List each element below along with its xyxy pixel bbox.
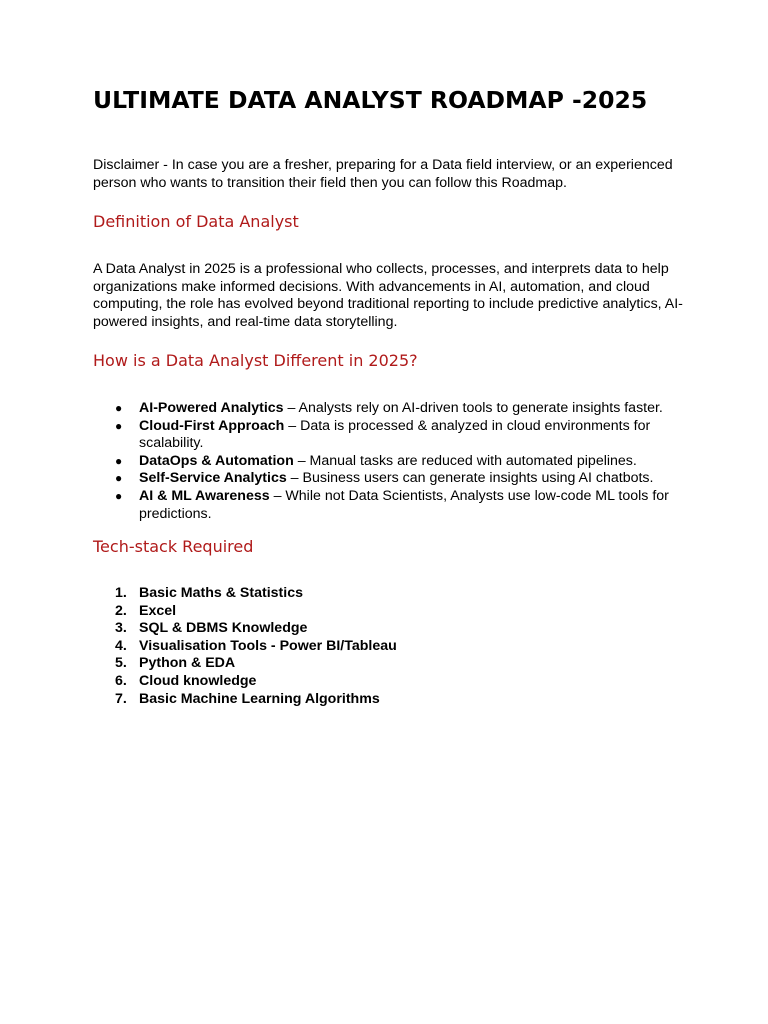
list-item-desc: – Data is processed & analyzed in cloud environments for scalability. bbox=[139, 417, 651, 452]
bullet-icon: ● bbox=[115, 418, 123, 433]
disclaimer-paragraph: Disclaimer - In case you are a fresher, preparing for a Data field interview, or an experienced person who wants to transition their field then you can follow this Roadmap. bbox=[93, 157, 673, 191]
list-item bbox=[93, 488, 683, 523]
list-item-text: Python & EDA bbox=[139, 655, 236, 672]
bullet-icon: ● bbox=[115, 488, 123, 503]
section-heading-definition: Definition of Data Analyst bbox=[93, 212, 299, 231]
list-item bbox=[93, 691, 683, 709]
list-item bbox=[93, 673, 683, 691]
list-item-text: Visualisation Tools - Power BI/Tableau bbox=[139, 637, 397, 654]
list-item-number: 6. bbox=[115, 672, 127, 689]
list-item bbox=[93, 620, 683, 638]
list-item-desc: – Manual tasks are reduced with automated pipelines. bbox=[293, 452, 637, 469]
section-heading-difference: How is a Data Analyst Different in 2025? bbox=[93, 351, 418, 370]
list-item-text: Basic Machine Learning Algorithms bbox=[139, 690, 380, 707]
difference-list bbox=[93, 400, 683, 523]
section-heading-tech-stack: Tech-stack Required bbox=[93, 537, 254, 556]
list-item-term: DataOps & Automation bbox=[139, 452, 294, 469]
list-item-desc: – Business users can generate insights using AI chatbots. bbox=[286, 470, 654, 487]
list-item-term: Self-Service Analytics bbox=[139, 470, 287, 487]
bullet-icon: ● bbox=[115, 401, 123, 415]
list-item-number: 4. bbox=[115, 637, 127, 654]
list-item-text: SQL & DBMS Knowledge bbox=[139, 620, 308, 637]
list-item-number: 5. bbox=[115, 655, 127, 672]
list-item-number: 7. bbox=[115, 690, 127, 707]
list-item bbox=[93, 453, 683, 471]
list-item bbox=[93, 418, 683, 453]
list-item-text: Cloud knowledge bbox=[139, 672, 257, 689]
definition-paragraph: A Data Analyst in 2025 is a professional who collects, processes, and interprets data to help organizations make informed decisions. With advancements in AI, automation, and cloud computing, the role has evolved beyond traditional reporting to include predictive analytics, AI-powered insights, and real-time data storytelling. bbox=[93, 261, 683, 330]
list-item-term: AI-Powered Analytics bbox=[139, 400, 284, 416]
list-item-desc: – Analysts rely on AI-driven tools to generate insights faster. bbox=[283, 400, 663, 416]
bullet-icon: ● bbox=[115, 453, 123, 468]
list-item-term: Cloud-First Approach bbox=[139, 417, 285, 434]
tech-stack-list bbox=[93, 585, 683, 708]
list-item bbox=[93, 400, 683, 418]
bullet-icon: ● bbox=[115, 471, 123, 486]
list-item-number: 1. bbox=[115, 585, 127, 601]
document-title: ULTIMATE DATA ANALYST ROADMAP -2025 bbox=[93, 86, 648, 114]
list-item-text: Basic Maths & Statistics bbox=[139, 585, 304, 601]
list-item bbox=[93, 603, 683, 621]
list-item-number: 2. bbox=[115, 602, 127, 619]
list-item-number: 3. bbox=[115, 620, 127, 637]
list-item-text: Excel bbox=[139, 602, 177, 619]
list-item bbox=[93, 655, 683, 673]
list-item bbox=[93, 585, 683, 603]
list-item bbox=[93, 470, 683, 488]
list-item-term: AI & ML Awareness bbox=[139, 487, 270, 504]
list-item bbox=[93, 638, 683, 656]
list-item-desc: – While not Data Scientists, Analysts use low-code ML tools for predictions. bbox=[139, 487, 669, 522]
